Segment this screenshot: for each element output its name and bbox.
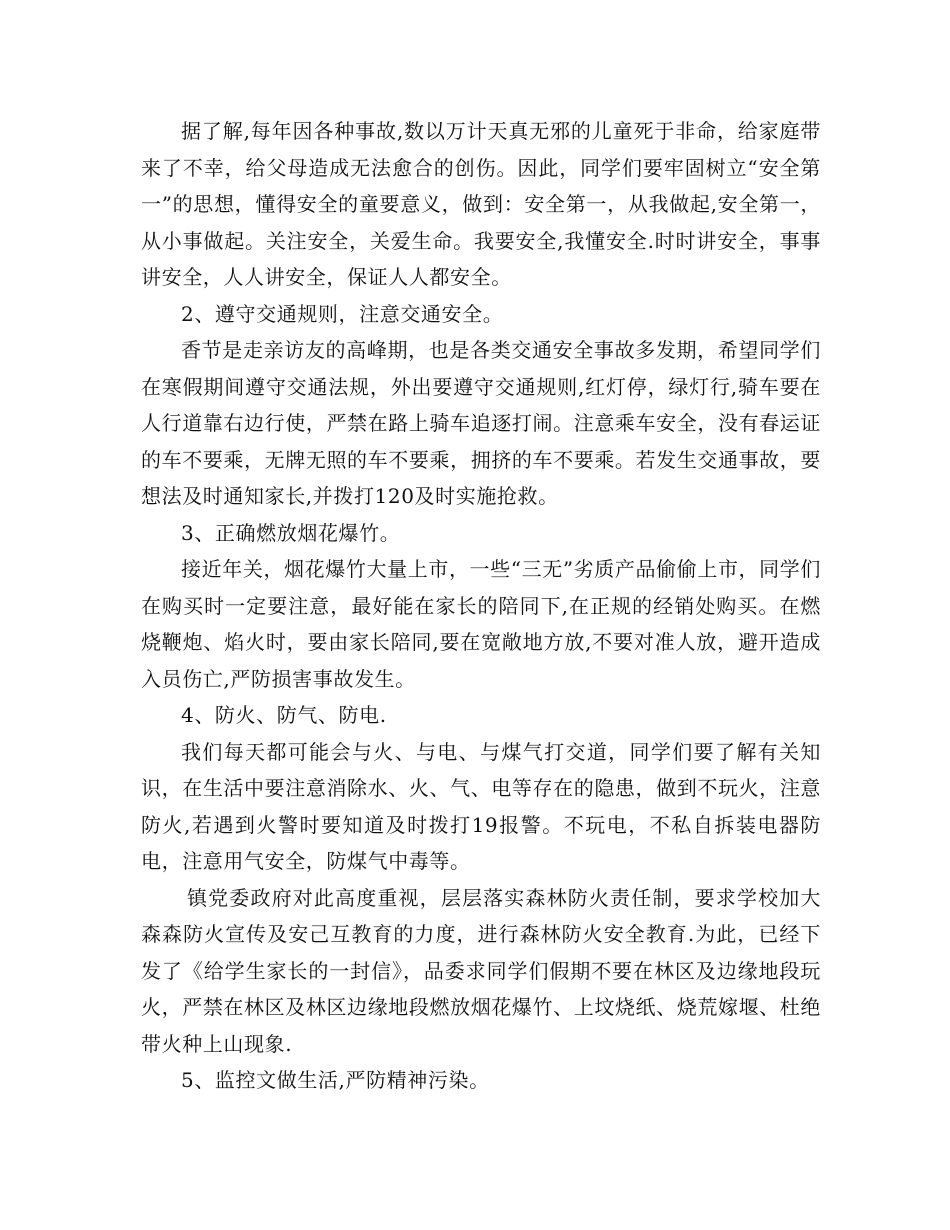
section-heading-cultural-life: 5、监控文做生活,严防精神污染。 — [181, 1068, 490, 1092]
section-heading-fireworks: 3、正确燃放烟花爆竹。 — [181, 520, 401, 545]
section-heading-traffic: 2、遵守交通规则，注意交通安全。 — [181, 301, 504, 326]
paragraph-intro: 据了解,每年因各种事故,数以万计天真无邪的儿童死于非命，给家庭带来了不幸，给父母造成无法愈合的创伤。因此，同学们要牢固树立“安全第一”的思想，懂得安全的童要意义，做到：安全第一，从我做起,安全第一，从小事做起。关注安全，关爱生命。我要安全,我懂安全.时时讲安全，事事讲安全，人人讲安全，保证人人都安全。 — [141, 119, 821, 289]
paragraph-fireworks: 接近年关，烟花爆竹大量上市，一些“三无”劣质产品偷偷上市，同学们在购买时一定要注意，最好能在家长的陪同下,在正规的经销处购买。在燃烧鞭炮、焰火时，要由家长陪同,要在宽敞地方放,不要对准人放，避开造成入员伤亡,严防损害事故发生。 — [141, 557, 821, 691]
paragraph-fire-gas-electricity: 我们每天都可能会与火、与电、与煤气打交道，同学们要了解有关知识，在生活中要注意消除水、火、气、电等存在的隐患，做到不玩火，注意防火,若遇到火警时要知道及时拨打19报警。不玩电，不私自拆装电器防电，注意用气安全，防煤气中毒等。 — [141, 739, 821, 873]
paragraph-traffic: 香节是走亲访友的高峰期，也是各类交通安全事故多发期，希望同学们在寒假期间遵守交通法规，外出要遵守交通规则,红灯停，绿灯行,骑车要在人行道靠右边行使，严禁在路上骑车追逐打闹。注意乘车安全，没有春运证的车不要乘，无牌无照的车不要乘，拥挤的车不要乘。若发生交通事故，要想法及时通知家长,并拨打120及时实施抢救。 — [141, 338, 821, 508]
document-body — [141, 113, 821, 1099]
section-heading-fire-gas-electricity: 4、防火、防气、防电. — [181, 703, 387, 727]
paragraph-forest-fire: 镇党委政府对此高度重视，层层落实森林防火责任制，要求学校加大森森防火宣传及安己互教育的力度，进行森林防火安全教育.为此，已经下发了《给学生家长的一封信》，品委求同学们假期不要在林区及边缘地段玩火，严禁在林区及林区边缘地段燃放烟花爆竹、上坟烧纸、烧荒嫁堰、杜绝带火种上山现象. — [141, 885, 821, 1056]
